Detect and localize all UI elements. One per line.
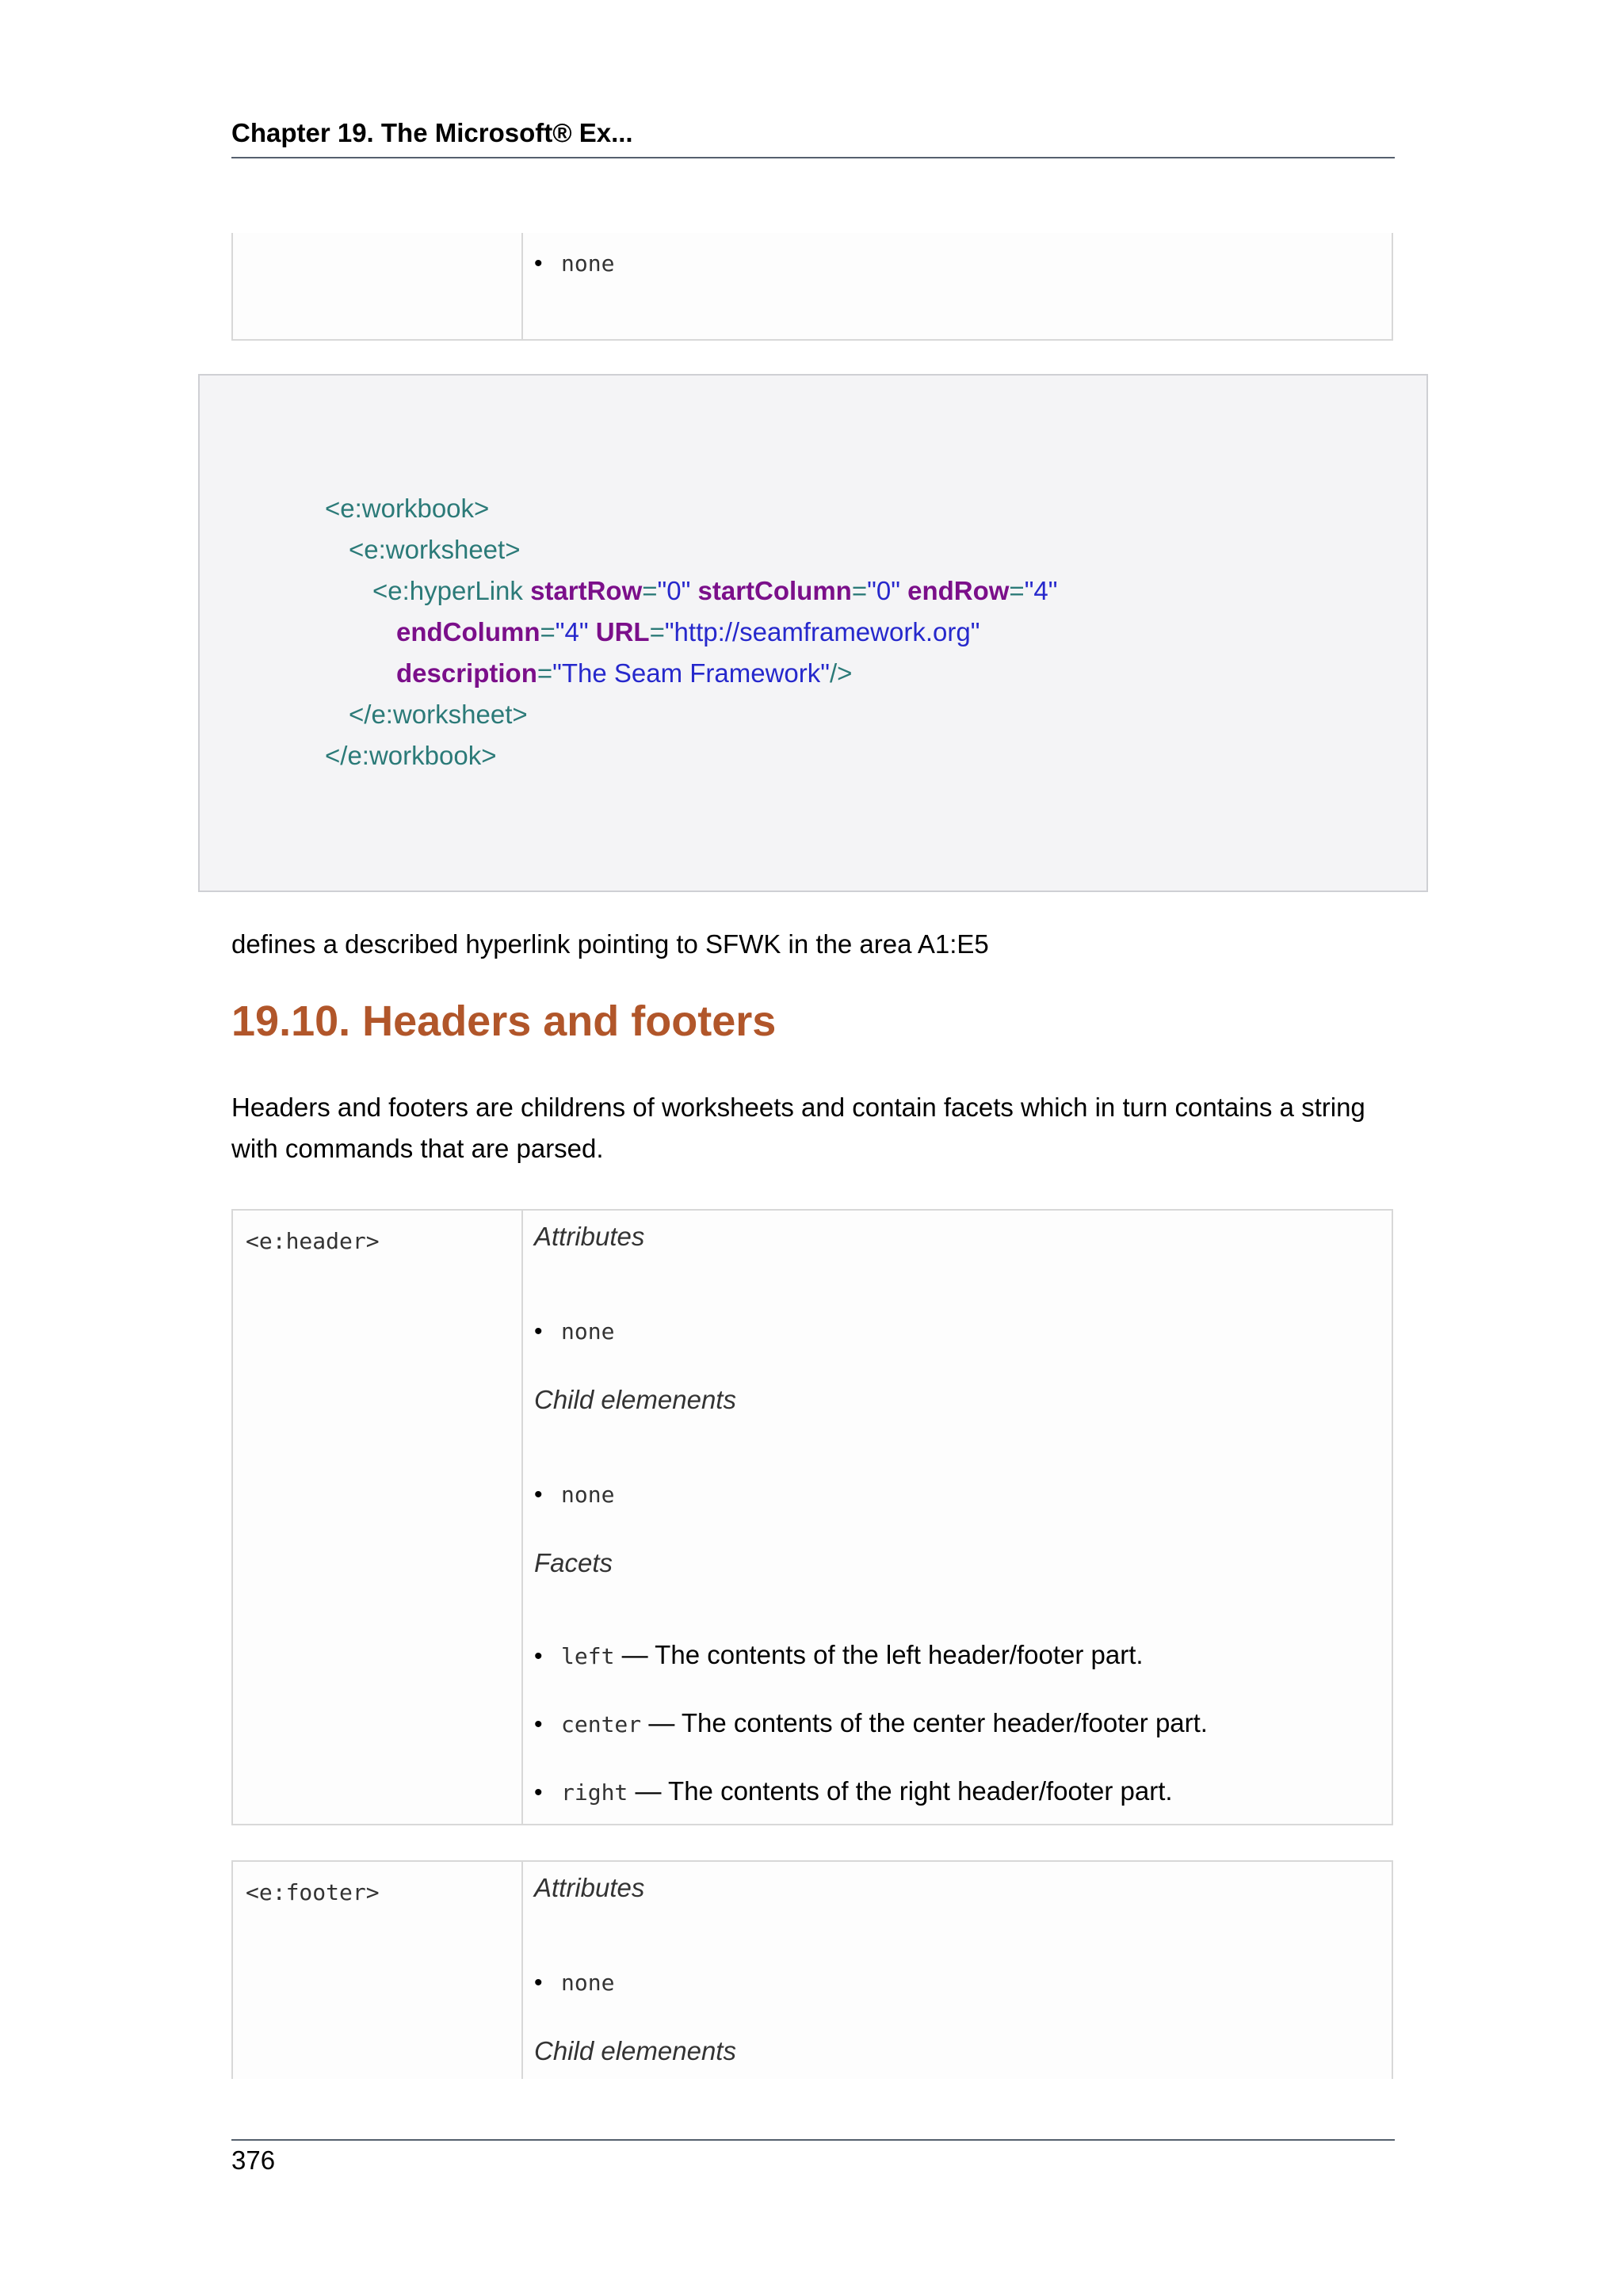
facet-item: • center — The contents of the center header/footer part. [534, 1708, 1208, 1737]
section-intro: Headers and footers are childrens of worksheets and contain facets which in turn contains a string with commands that are parsed. [231, 1093, 1365, 1163]
list-item: • none [534, 250, 615, 277]
bullet-icon: • [534, 1711, 543, 1737]
list-item: • none [534, 1482, 615, 1508]
code-example [198, 374, 1428, 892]
list-item: • none [534, 1318, 615, 1344]
page-number: 376 [231, 2145, 276, 2175]
bullet-icon: • [534, 1318, 543, 1344]
bullet-icon: • [534, 1482, 543, 1508]
facets-label: Facets [534, 1548, 613, 1577]
header-definition-table [231, 1209, 1393, 1825]
bullet-icon: • [534, 250, 543, 277]
bullet-icon: • [534, 1779, 543, 1806]
code-line: description="The Seam Framework"/> [396, 658, 853, 688]
footer-rule [231, 2139, 1395, 2141]
column-divider [521, 1862, 523, 2079]
footer-definition-table [231, 1860, 1393, 2079]
attributes-label: Attributes [534, 1873, 645, 1902]
definition-table-continued [231, 233, 1393, 341]
facet-item: • left — The contents of the left header/footer part. [534, 1640, 1144, 1669]
bullet-icon: • [534, 1970, 543, 1996]
element-name: <e:header> [246, 1228, 380, 1254]
code-line: <e:worksheet> [349, 535, 521, 564]
column-divider [521, 1211, 523, 1824]
chapter-title: Chapter 19. The Microsoft® Ex... [231, 118, 633, 147]
child-elements-label: Child elemenents [534, 2036, 736, 2065]
code-line: </e:workbook> [325, 741, 497, 770]
code-explanation: defines a described hyperlink pointing to SFWK in the area A1:E5 [231, 929, 989, 959]
facet-item: • right — The contents of the right header/footer part. [534, 1776, 1173, 1806]
section-heading: 19.10. Headers and footers [231, 997, 777, 1045]
code-line: <e:hyperLink startRow="0" startColumn="0" endRow="4" [372, 576, 1058, 605]
running-head [231, 117, 1395, 158]
bullet-icon: • [534, 1643, 543, 1669]
column-divider [521, 233, 523, 339]
code-line: endColumn="4" URL="http://seamframework.org" [396, 617, 980, 646]
code-line: </e:worksheet> [349, 700, 528, 729]
attributes-label: Attributes [534, 1222, 645, 1251]
code-line: <e:workbook> [325, 494, 490, 523]
element-name: <e:footer> [246, 1879, 380, 1905]
child-elements-label: Child elemenents [534, 1385, 736, 1414]
list-item: • none [534, 1970, 615, 1996]
